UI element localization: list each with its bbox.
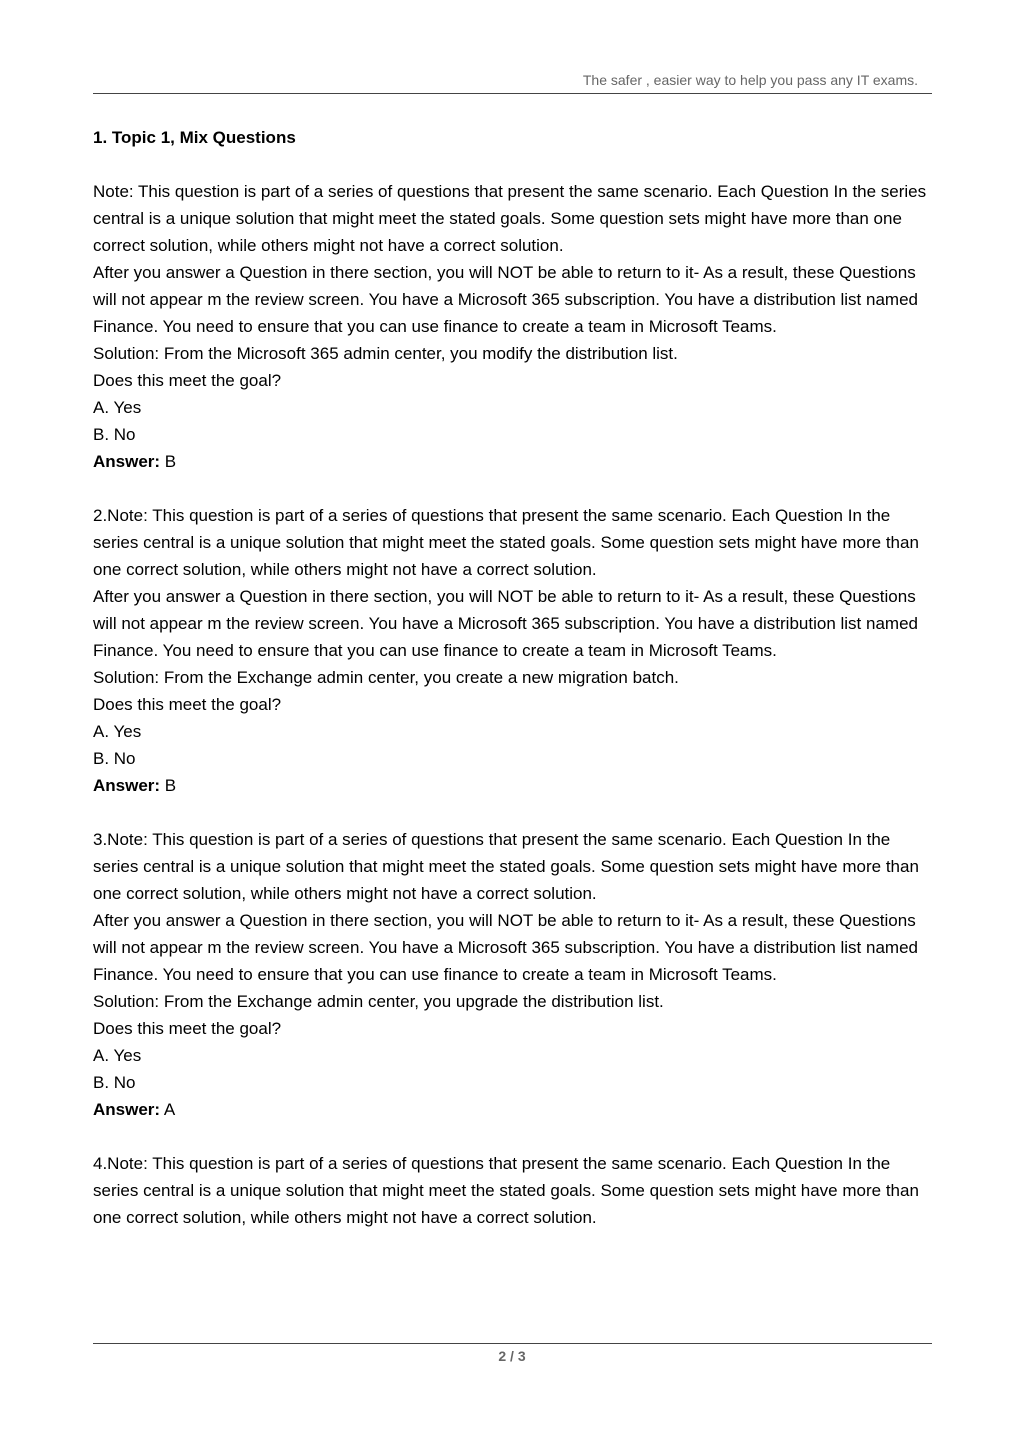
option-b: B. No bbox=[93, 749, 136, 768]
answer-value: B bbox=[160, 776, 177, 795]
answer-label: Answer: bbox=[93, 1100, 161, 1119]
document-body bbox=[93, 124, 933, 1258]
question-intro: 3.Note: This question is part of a series of questions that present the same scenario. Each Question In the series central is a unique solution that might meet the stated goals. Some question sets might have more than one correct solution, while others might not have a correct solution. bbox=[93, 830, 919, 903]
question-scenario: After you answer a Question in there section, you will NOT be able to return to it- As a result, these Questions will not appear m the review screen. You have a Microsoft 365 subscription. You have a distribution list named Finance. You need to ensure that you can use finance to create a team in Microsoft Teams. bbox=[93, 263, 918, 336]
answer-line bbox=[93, 772, 933, 799]
option-b: B. No bbox=[93, 425, 136, 444]
option-a: A. Yes bbox=[93, 722, 142, 741]
option-a: A. Yes bbox=[93, 398, 142, 417]
question-intro: Note: This question is part of a series of questions that present the same scenario. Each Question In the series central is a unique solution that might meet the stated goals. Some question sets might have more than one correct solution, while others might not have a correct solution. bbox=[93, 182, 927, 255]
header-divider bbox=[93, 93, 932, 94]
question-prompt: Does this meet the goal? bbox=[93, 1019, 282, 1038]
section-title: 1. Topic 1, Mix Questions bbox=[93, 128, 296, 147]
question-intro: 4.Note: This question is part of a series of questions that present the same scenario. Each Question In the series central is a unique solution that might meet the stated goals. Some question sets might have more than one correct solution, while others might not have a correct solution. bbox=[93, 1154, 919, 1227]
question-intro: 2.Note: This question is part of a series of questions that present the same scenario. Each Question In the series central is a unique solution that might meet the stated goals. Some question sets might have more than one correct solution, while others might not have a correct solution. bbox=[93, 506, 919, 579]
question-solution: Solution: From the Exchange admin center, you upgrade the distribution list. bbox=[93, 992, 664, 1011]
question-prompt: Does this meet the goal? bbox=[93, 371, 282, 390]
question-scenario: After you answer a Question in there section, you will NOT be able to return to it- As a result, these Questions will not appear m the review screen. You have a Microsoft 365 subscription. You have a distribution list named Finance. You need to ensure that you can use finance to create a team in Microsoft Teams. bbox=[93, 911, 918, 984]
page-indicator: 2 / 3 bbox=[498, 1348, 526, 1364]
answer-label: Answer: bbox=[93, 776, 161, 795]
answer-value: A bbox=[160, 1100, 176, 1119]
answer-line bbox=[93, 1096, 933, 1123]
question-scenario: After you answer a Question in there section, you will NOT be able to return to it- As a result, these Questions will not appear m the review screen. You have a Microsoft 365 subscription. You have a distribution list named Finance. You need to ensure that you can use finance to create a team in Microsoft Teams. bbox=[93, 587, 918, 660]
question-prompt: Does this meet the goal? bbox=[93, 695, 282, 714]
footer-divider bbox=[93, 1343, 932, 1344]
answer-label: Answer: bbox=[93, 452, 161, 471]
option-b: B. No bbox=[93, 1073, 136, 1092]
question-solution: Solution: From the Exchange admin center, you create a new migration batch. bbox=[93, 668, 679, 687]
answer-line bbox=[93, 448, 933, 475]
question-block-1 bbox=[93, 178, 933, 475]
question-block-3 bbox=[93, 826, 933, 1123]
option-a: A. Yes bbox=[93, 1046, 142, 1065]
answer-value: B bbox=[160, 452, 177, 471]
question-block-4 bbox=[93, 1150, 933, 1231]
question-block-2 bbox=[93, 502, 933, 799]
header-tagline: The safer , easier way to help you pass any IT exams. bbox=[582, 72, 918, 88]
question-solution: Solution: From the Microsoft 365 admin center, you modify the distribution list. bbox=[93, 344, 678, 363]
